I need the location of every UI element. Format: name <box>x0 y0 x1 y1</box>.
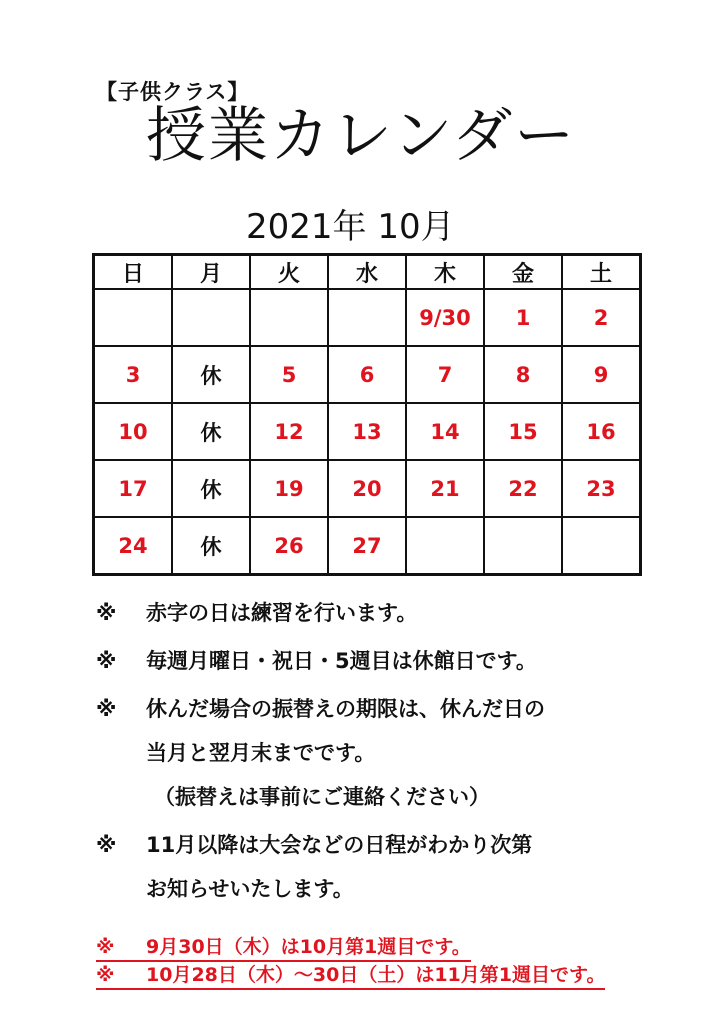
calendar-day-cell: 19 <box>250 460 328 517</box>
note-text: 11月以降は大会などの日程がわかり次第 <box>146 833 533 857</box>
weekday-thu: 木 <box>406 255 484 290</box>
red-note-mark: ※ <box>96 964 115 986</box>
calendar-table <box>92 253 642 576</box>
calendar-day-cell: 2 <box>562 289 641 346</box>
red-note-text: 10月28日（木）～30日（土）は11月第1週目です。 <box>146 964 606 986</box>
weekday-sun: 日 <box>94 255 173 290</box>
note-text: （振替えは事前にご連絡ください） <box>154 785 490 809</box>
red-notes-list <box>96 934 656 990</box>
calendar-day-cell: 6 <box>328 346 406 403</box>
note-item <box>96 830 696 904</box>
note-text: 毎週月曜日・祝日・5週目は休館日です。 <box>146 649 537 673</box>
note-mark: ※ <box>96 833 117 857</box>
calendar-day-cell: 5 <box>250 346 328 403</box>
note-item <box>96 646 696 676</box>
calendar-day-cell: 15 <box>484 403 562 460</box>
note-text: 赤字の日は練習を行います。 <box>146 601 418 625</box>
calendar-day-cell: 休 <box>172 403 250 460</box>
calendar-day-cell: 12 <box>250 403 328 460</box>
calendar-day-cell: 9 <box>562 346 641 403</box>
calendar-week-row <box>94 403 641 460</box>
calendar-day-cell: 16 <box>562 403 641 460</box>
calendar-week-row <box>94 346 641 403</box>
calendar-empty-cell <box>250 289 328 346</box>
note-mark: ※ <box>96 601 117 625</box>
calendar-day-cell: 14 <box>406 403 484 460</box>
calendar-day-cell: 23 <box>562 460 641 517</box>
weekday-header-row <box>94 255 641 290</box>
weekday-mon: 月 <box>172 255 250 290</box>
note-item <box>96 694 696 812</box>
notes-list <box>96 598 696 922</box>
calendar-empty-cell <box>562 517 641 575</box>
note-mark: ※ <box>96 649 117 673</box>
note-text: 当月と翌月末までです。 <box>146 741 376 765</box>
red-note-item <box>96 962 605 990</box>
weekday-wed: 水 <box>328 255 406 290</box>
calendar-day-cell: 27 <box>328 517 406 575</box>
calendar-day-cell: 22 <box>484 460 562 517</box>
note-text: 休んだ場合の振替えの期限は、休んだ日の <box>146 697 545 721</box>
calendar-empty-cell <box>406 517 484 575</box>
calendar-empty-cell <box>172 289 250 346</box>
calendar-day-cell: 24 <box>94 517 173 575</box>
calendar-day-cell: 20 <box>328 460 406 517</box>
calendar-week-row <box>94 460 641 517</box>
red-note-text: 9月30日（木）は10月第1週目です。 <box>146 936 471 958</box>
note-text: お知らせいたします。 <box>146 877 354 901</box>
calendar-day-cell: 21 <box>406 460 484 517</box>
calendar-day-cell: 17 <box>94 460 173 517</box>
calendar-day-cell: 8 <box>484 346 562 403</box>
month-title: 2021年 10月 <box>246 207 455 247</box>
red-note-mark: ※ <box>96 936 115 958</box>
calendar-week-row <box>94 517 641 575</box>
calendar-day-cell: 13 <box>328 403 406 460</box>
calendar-day-cell: 7 <box>406 346 484 403</box>
calendar-week-row <box>94 289 641 346</box>
red-note-item <box>96 934 471 962</box>
class-category-label: 【子供クラス】 <box>96 80 250 104</box>
calendar-day-cell: 10 <box>94 403 173 460</box>
calendar-day-cell: 1 <box>484 289 562 346</box>
weekday-sat: 土 <box>562 255 641 290</box>
note-item <box>96 598 696 628</box>
calendar-day-cell: 3 <box>94 346 173 403</box>
calendar-empty-cell <box>328 289 406 346</box>
calendar-day-cell: 26 <box>250 517 328 575</box>
calendar-empty-cell <box>94 289 173 346</box>
page-title: 授業カレンダー <box>146 101 577 171</box>
note-mark: ※ <box>96 697 117 721</box>
calendar-day-cell: 休 <box>172 346 250 403</box>
calendar-day-cell: 休 <box>172 517 250 575</box>
weekday-tue: 火 <box>250 255 328 290</box>
calendar-day-cell: 休 <box>172 460 250 517</box>
weekday-fri: 金 <box>484 255 562 290</box>
calendar-empty-cell <box>484 517 562 575</box>
calendar-day-cell: 9/30 <box>406 289 484 346</box>
